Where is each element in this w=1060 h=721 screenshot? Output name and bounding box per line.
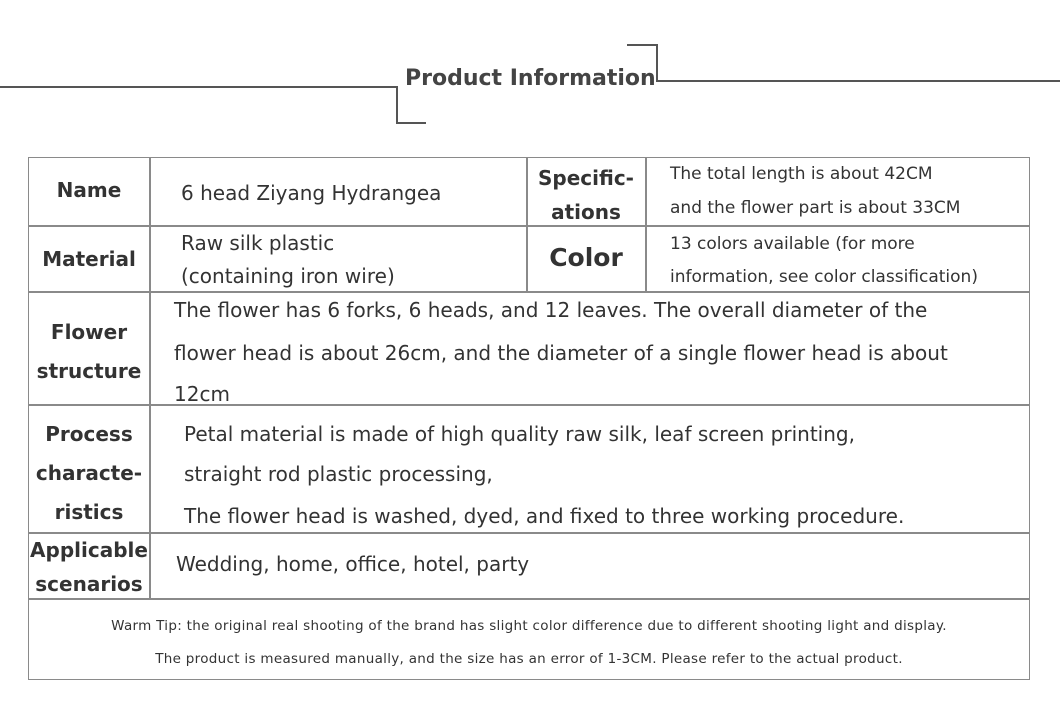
specifications-value-line2: and the flower part is about 33CM [670, 198, 961, 218]
process-label-line2: characte- [35, 461, 143, 485]
applicable-scenarios-label-line2: scenarios [35, 572, 143, 596]
warm-tip-line1: Warm Tip: the original real shooting of the brand has slight color difference due to different shooting light and display. [111, 618, 947, 634]
title-right-bracket-top [627, 44, 657, 46]
material-value-line1: Raw silk plastic [181, 231, 335, 255]
title-left-bracket-foot [396, 122, 426, 124]
specifications-label-line2: ations [551, 200, 621, 224]
title-right-line [656, 80, 1060, 82]
name-value: 6 head Ziyang Hydrangea [181, 181, 442, 205]
process-label-line3: ristics [54, 500, 124, 524]
flower-structure-value-line2: flower head is about 26cm, and the diameter of a single flower head is about [174, 341, 948, 365]
flower-structure-label-line1: Flower [50, 320, 128, 344]
flower-structure-value-line3: 12cm [174, 382, 230, 406]
title-left-line [0, 86, 397, 88]
row-divider [29, 291, 1029, 293]
process-value-line3: The flower head is washed, dyed, and fixed to three working procedure. [184, 504, 905, 528]
process-value-line2: straight rod plastic processing, [184, 462, 493, 486]
flower-structure-label-line2: structure [36, 359, 142, 383]
warm-tip-line2: The product is measured manually, and the size has an error of 1-3CM. Please refer to the actual product. [155, 651, 903, 667]
flower-structure-value-line1: The flower has 6 forks, 6 heads, and 12 leaves. The overall diameter of the [174, 298, 928, 322]
material-label: Material [42, 247, 136, 271]
product-info-table [28, 157, 1030, 680]
specifications-value-line1: The total length is about 42CM [670, 164, 933, 184]
specifications-label-line1: Specific- [538, 166, 634, 190]
applicable-scenarios-value: Wedding, home, office, hotel, party [176, 552, 530, 576]
title-right-bracket-vertical [656, 44, 658, 81]
process-value-line1: Petal material is made of high quality raw silk, leaf screen printing, [184, 422, 855, 446]
name-label: Name [56, 178, 122, 202]
row-divider [29, 532, 1029, 534]
title-left-bracket-vertical [396, 86, 398, 123]
row-divider [29, 225, 1029, 227]
column-divider [149, 158, 151, 599]
color-value-line1: 13 colors available (for more [670, 234, 915, 254]
material-value-line2: (containing iron wire) [181, 264, 395, 288]
process-label-line1: Process [45, 422, 133, 446]
applicable-scenarios-label-line1: Applicable [30, 538, 148, 562]
color-label: Color [549, 243, 623, 272]
row-divider [29, 598, 1029, 600]
page-title: Product Information [405, 66, 656, 91]
color-value-line2: information, see color classification) [670, 267, 978, 287]
